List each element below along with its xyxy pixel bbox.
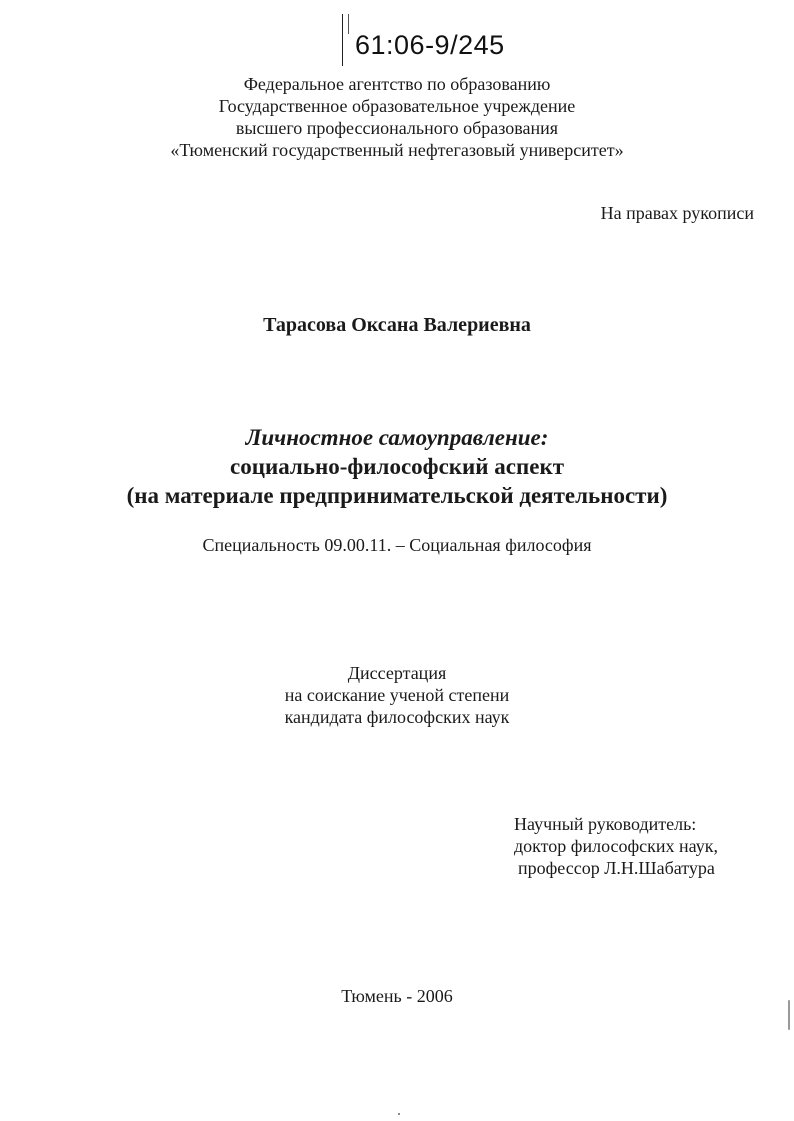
title-line-2: социально-философский аспект [229,454,565,479]
org-line-1: Федеральное агентство по образованию [243,74,551,94]
supervisor-name: профессор Л.Н.Шабатура [518,858,715,878]
library-stamp-number: 61:06-9/245 [355,30,505,60]
supervisor-label: Научный руководитель: [514,814,697,834]
dissertation-line-3: кандидата философских наук [284,707,510,727]
stamp-vertical-line-short [348,14,349,34]
org-line-4: «Тюменский государственный нефтегазовый университет» [170,140,624,160]
scan-speck [398,1113,400,1115]
specialty-line: Специальность 09.00.11. – Социальная философия [202,535,592,555]
stamp-vertical-line [342,14,343,66]
dissertation-line-1: Диссертация [347,663,447,683]
supervisor-degree: доктор философских наук, [514,836,718,856]
org-line-2: Государственное образовательное учреждение [218,96,576,116]
manuscript-note: На правах рукописи [600,203,754,223]
city-year: Тюмень - 2006 [341,986,453,1006]
title-line-3: (на материале предпринимательской деятельности) [126,483,668,508]
author-name: Тарасова Оксана Валериевна [263,314,531,336]
scan-edge-mark [788,1000,790,1030]
title-line-1: Личностное самоуправление: [245,425,549,450]
org-line-3: высшего профессионального образования [235,118,559,138]
dissertation-line-2: на соискание ученой степени [284,685,510,705]
